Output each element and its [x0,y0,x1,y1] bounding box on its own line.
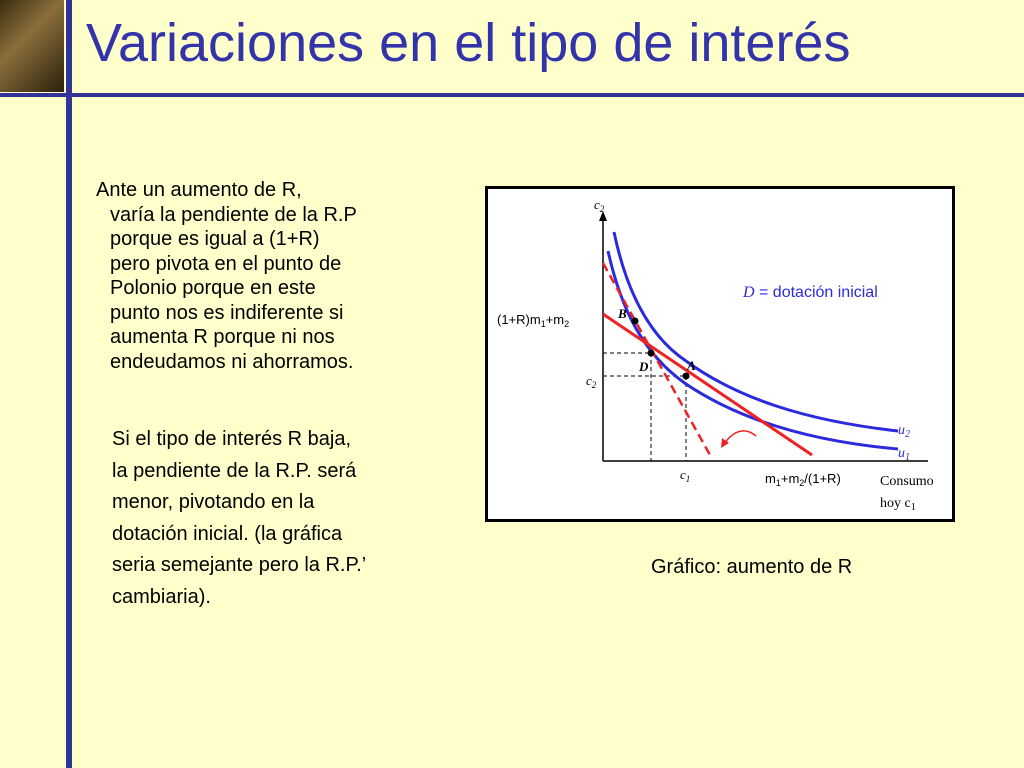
x-axis-label-line2: hoy $c_1$ [880,496,916,513]
curve-u1-label: $u_1$ [898,446,910,463]
paragraph-line: punto nos es indiferente si [110,301,344,324]
diagram-canvas [488,189,952,519]
point-A-label: A [687,358,696,373]
figure-caption: Gráfico: aumento de R [651,556,853,578]
paragraph-line: Polonio porque en este [110,277,316,299]
y-tick-c2-label: $c_2$ [586,373,597,390]
curve-u2-label: $u_2$ [898,423,910,440]
paragraph-line: pero pivota en el punto de [110,252,342,275]
x-intercept-label: $m_1+m_2/(1+R)$ [765,471,841,488]
indifference-curve-u2 [614,232,898,431]
paragraph-line: endeudamos ni ahorramos. [110,350,354,373]
paragraph-rate-decrease [112,424,452,613]
paragraph-line: Ante un aumento de R, [96,179,302,201]
title-rule [0,93,1024,97]
point-B-label: B [618,306,627,321]
paragraph-line: cambiaria). [112,585,211,608]
paragraph-line: aumenta R porque ni nos [110,326,335,348]
legend-dotacion: D = dotación inicial [743,284,878,301]
y-axis-label: $c_2$ [594,197,605,214]
paragraph-line: Si el tipo de interés R baja, [112,428,352,450]
paragraph-line: seria semejante pero la R.P.’ [112,554,367,576]
hourglass-logo [0,0,64,92]
rotation-arrow-icon [724,431,756,444]
budget-line-original [603,314,812,455]
slide-title: Variaciones en el tipo de interés [86,13,851,73]
paragraph-rate-increase [96,178,448,374]
x-axis-label-line1: Consumo [880,474,934,489]
paragraph-line: dotación inicial. (la gráfica [112,522,343,545]
point-D-label: D [639,359,649,374]
point-B-marker [632,318,639,325]
x-tick-c1-label: $c_1$ [680,467,691,484]
paragraph-line: porque es igual a (1+R) [110,228,320,250]
paragraph-line: la pendiente de la R.P. será [112,459,357,482]
paragraph-line: varía la pendiente de la R.P [110,203,357,226]
point-D-marker [648,350,655,357]
point-A-marker [683,373,690,380]
y-intercept-label: $(1+R)m_1+m_2$ [497,312,570,329]
left-rule [66,0,72,768]
economics-diagram [485,186,955,522]
paragraph-line: menor, pivotando en la [112,491,315,513]
